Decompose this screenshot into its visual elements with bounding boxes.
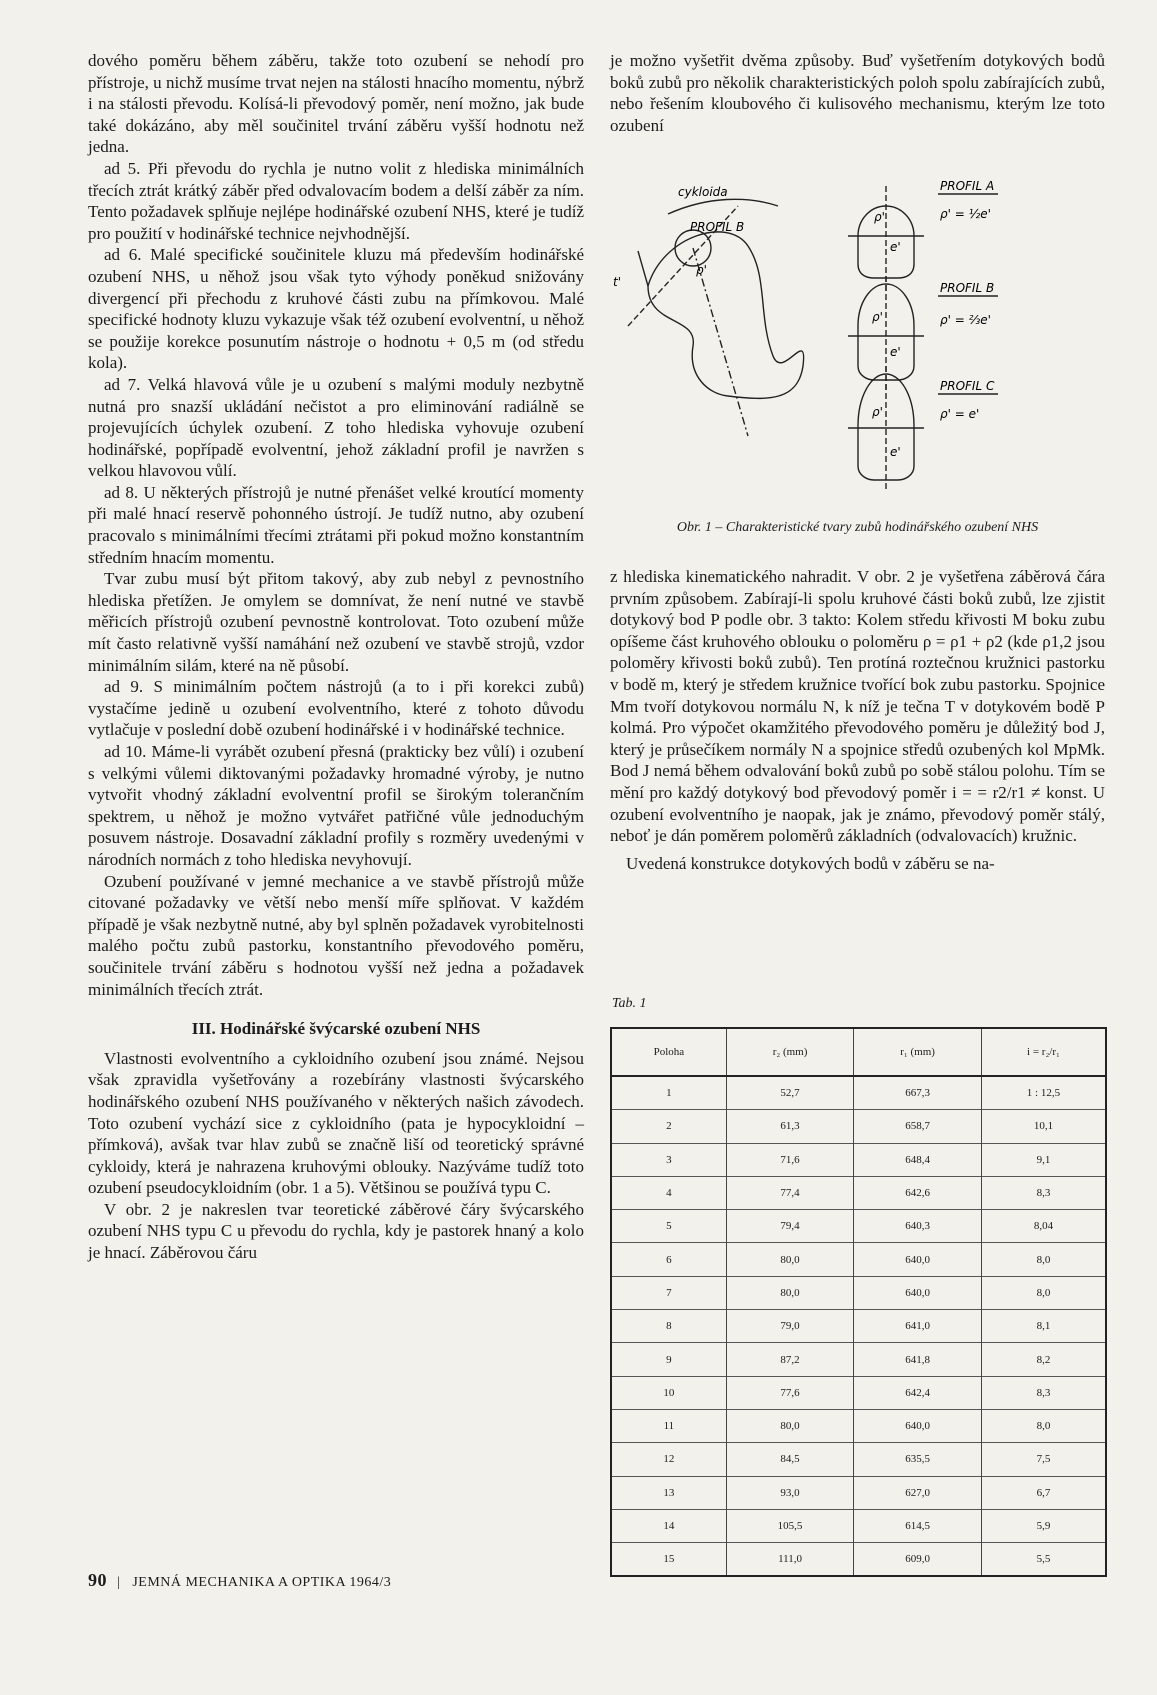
table-cell: 640,3 (854, 1210, 982, 1243)
table-cell: 6 (611, 1243, 726, 1276)
table-cell: 7 (611, 1276, 726, 1309)
table-row (611, 1243, 1106, 1276)
figure-caption: Obr. 1 – Charakteristické tvary zubů hodinářského ozubení NHS (676, 520, 1039, 535)
label-profil-a: PROFIL A (940, 179, 995, 193)
table-cell: 8,1 (981, 1310, 1106, 1343)
label-rho-left: ρ' (696, 263, 707, 277)
paragraph: ad 6. Malé specifické součinitele kluzu má především hodinářské ozubení NHS, u něhož jsou však tyto výhody poněkud snižovány divergencí při přechodu z kruhové části zubu na přímkovou. Malé specifické hodnoty kluzu vykazuje však též ozubení evolventní, u něhož se použije korekce posunutím nástroje o hodnotu + 0,5 m (od středu kola). (88, 245, 584, 373)
table-cell: 640,0 (854, 1276, 982, 1309)
table-cell: 87,2 (726, 1343, 854, 1376)
table-header-row (611, 1028, 1106, 1076)
paragraph: Tvar zubu musí být přitom takový, aby zub nebyl z pevnostního hlediska přetížen. Je omylem se domnívat, že není nutné ve stavbě měřicích přístrojů ozubení pevnostně kontrolovat. Toto ozubení může mít často relativně vyšší namáhání než ozubení ve stavbě strojů, vzdor minimálním silám, které na ně působí. (88, 569, 584, 675)
label-t: t' (613, 275, 622, 289)
table-cell: 8,2 (981, 1343, 1106, 1376)
table-cell: 9,1 (981, 1143, 1106, 1176)
label-profil-a-eq: ρ' = ½e' (940, 207, 991, 221)
footer-separator: | (117, 1575, 121, 1590)
table-cell: 77,6 (726, 1376, 854, 1409)
table-cell: 80,0 (726, 1409, 854, 1442)
table-cell: 8,04 (981, 1210, 1106, 1243)
table-row (611, 1376, 1106, 1409)
table-cell: 641,0 (854, 1310, 982, 1343)
table-cell: 79,0 (726, 1310, 854, 1343)
table-cell: 6,7 (981, 1476, 1106, 1509)
paragraph: Uvedená konstrukce dotykových bodů v záběru se na- (626, 853, 995, 873)
tooth-outline (648, 232, 804, 398)
table-cell: 61,3 (726, 1110, 854, 1143)
table-cell: 614,5 (854, 1509, 982, 1542)
table-cell: 79,4 (726, 1210, 854, 1243)
paragraph: ad 8. U některých přístrojů je nutné přenášet velké kroutící momenty při malé hnací reservě pohonného ústrojí. Je tudíž nutno, aby ozubení pracovalo s minimálními třecími ztrátami při pokud možno konstantním středním hnacím momentu. (88, 482, 584, 567)
table-row (611, 1543, 1106, 1577)
figure-tooth-profiles (608, 176, 1106, 528)
table-cell: 77,4 (726, 1176, 854, 1209)
table-cell: 105,5 (726, 1509, 854, 1542)
table-cell: 8,0 (981, 1276, 1106, 1309)
label-rho-a: ρ' (874, 210, 885, 224)
table-row (611, 1476, 1106, 1509)
label-profil-b-eq: ρ' = ⅔e' (940, 313, 991, 327)
table-row (611, 1110, 1106, 1143)
table-cell: 8 (611, 1310, 726, 1343)
table-row (611, 1310, 1106, 1343)
table-cell: 1 : 12,5 (981, 1076, 1106, 1110)
column-header: i = r₂/r₁ (981, 1028, 1106, 1076)
table-cell: 4 (611, 1176, 726, 1209)
paragraph: je možno vyšetřit dvěma způsoby. Buď vyšetřením dotykových bodů boků zubů pro několik charakteristických poloh spolu zabírajících zubů, nebo řešením kloubového či kulisového mechanismu, kterým lze toto ozubení (610, 51, 1105, 135)
page-footer (88, 1570, 391, 1591)
table-row (611, 1276, 1106, 1309)
paragraph: Ozubení používané v jemné mechanice a ve stavbě přístrojů může citované požadavky ve větší nebo menší míře splňovat. V každém případě je však nezbytně nutné, aby byl splněn požadavek vyrobitelnosti malého počtu zubů pastorku, konstantního převodového poměru, součinitele trvání záběru s hodnotou vyšší než jedna a požadavek minimálních třecích ztrát. (88, 871, 584, 999)
label-e-c: e' (890, 445, 901, 459)
table-row (611, 1176, 1106, 1209)
table-cell: 9 (611, 1343, 726, 1376)
column-header: r₁ (mm) (854, 1028, 982, 1076)
table-cell: 1 (611, 1076, 726, 1110)
table-cell: 10 (611, 1376, 726, 1409)
table-cell: 11 (611, 1409, 726, 1442)
label-profil-c-eq: ρ' = e' (940, 407, 980, 421)
table-cell: 648,4 (854, 1143, 982, 1176)
table-row (611, 1443, 1106, 1476)
paragraph: dového poměru během záběru, takže toto ozubení se nehodí pro přístroje, u nichž musíme trvat nejen na stálosti hnacího momentu, nýbrž i na stálosti převodu. Kolísá-li převodový poměr, není možno, jak bude také dokázáno, aby měl součinitel trvání záběru vyšší hodnotu než jedna. (88, 51, 584, 157)
column-header: Poloha (611, 1028, 726, 1076)
label-cykloida: cykloida (678, 185, 728, 199)
table-cell: 10,1 (981, 1110, 1106, 1143)
table-cell: 640,0 (854, 1243, 982, 1276)
label-rho-b: ρ' (872, 310, 883, 324)
table-cell: 71,6 (726, 1143, 854, 1176)
table-cell: 8,3 (981, 1376, 1106, 1409)
table-cell: 3 (611, 1143, 726, 1176)
table-cell: 5,5 (981, 1543, 1106, 1577)
table-row (611, 1343, 1106, 1376)
cycloid-curve (668, 199, 778, 214)
table-cell: 640,0 (854, 1409, 982, 1442)
table-cell: 13 (611, 1476, 726, 1509)
label-e-a: e' (890, 240, 901, 254)
table-cell: 7,5 (981, 1443, 1106, 1476)
label-profil-b-left: PROFIL B (690, 220, 745, 234)
right-column-lower (610, 566, 1105, 874)
table-cell: 641,8 (854, 1343, 982, 1376)
paragraph: Vlastnosti evolventního a cykloidního ozubení jsou známé. Nejsou však zpravidla vyšetřovány a rozebírány vlastnosti švýcarského hodinářského ozubení NHS používaného v některých našich závodech. Toto ozubení vychází sice z cykloidního (pata je hypocykloidní – přímková), avšak tvar hlav zubů se značně liší od teoretický správné cykloidy, která je nahrazena kruhovými oblouky. Nazýváme tudíž toto ozubení pseudocykloidním (obr. 1 a 5). Většinou se používá typu C. (88, 1048, 584, 1198)
label-profil-c: PROFIL C (940, 379, 995, 393)
table-cell: 14 (611, 1509, 726, 1542)
table-cell: 111,0 (726, 1543, 854, 1577)
table-cell: 80,0 (726, 1243, 854, 1276)
label-rho-c: ρ' (872, 405, 883, 419)
table-cell: 80,0 (726, 1276, 854, 1309)
table-cell: 609,0 (854, 1543, 982, 1577)
data-table (610, 1027, 1107, 1577)
page-number: 90 (88, 1570, 107, 1590)
column-header: r₂ (mm) (726, 1028, 854, 1076)
tooth-profile-drawing (608, 176, 1106, 528)
table-cell: 52,7 (726, 1076, 854, 1110)
label-profil-b: PROFIL B (940, 281, 995, 295)
left-column (88, 50, 584, 1264)
paragraph: ad 7. Velká hlavová vůle je u ozubení s malými moduly nezbytně nutná pro snazší ukládání nečistot a pro eliminování radiálně se projevujících úchylek ozubení. Z toho hlediska vyhovuje ozubení hodinářské, popřípadě evolventní, jehož základní profil je navržen s velkou hlavovou vůlí. (88, 374, 584, 481)
table-cell: 8,0 (981, 1409, 1106, 1442)
table-row (611, 1509, 1106, 1542)
table-cell: 5,9 (981, 1509, 1106, 1542)
table-cell: 5 (611, 1210, 726, 1243)
table-cell: 15 (611, 1543, 726, 1577)
table-cell: 627,0 (854, 1476, 982, 1509)
dimension-line (638, 251, 648, 286)
table-label: Tab. 1 (612, 996, 647, 1011)
table-cell: 2 (611, 1110, 726, 1143)
table-row (611, 1210, 1106, 1243)
table-cell: 642,4 (854, 1376, 982, 1409)
table-cell: 642,6 (854, 1176, 982, 1209)
table-row (611, 1076, 1106, 1110)
paragraph: ad 5. Při převodu do rychla je nutno volit z hlediska minimálních třecích ztrát krátký záběr před odvalovacím bodem a delší záběr za ním. Tento požadavek splňuje nejlépe hodinářské ozubení NHS, které je tudíž pro použití v hodinářské technice nejvhodnější. (88, 158, 584, 243)
table-cell: 12 (611, 1443, 726, 1476)
section-heading: III. Hodinářské švýcarské ozubení NHS (191, 1019, 481, 1039)
table-cell: 8,0 (981, 1243, 1106, 1276)
paragraph: z hlediska kinematického nahradit. V obr. 2 je vyšetřena záběrová čára prvním způsobem. Zabírají-li spolu kruhové části boků zubů, lze zjistit dotykový bod P podle obr. 3 takto: Kolem středu křivosti M boku zubu opíšeme část kruhového oblouku o poloměru ρ = ρ1 + ρ2 (kde ρ1,2 jsou poloměry křivosti boků zubů). Ten protíná roztečnou kružnici pastorku v bodě m, který je středem kružnice tvořící bok zubu pastorku. Spojnice Mm tvoří dotykovou normálu N, k níž je tečna T v dotykovém bodě P kolmá. Pro výpočet okamžitého převodového poměru je důležitý bod J, který je průsečíkem normály N a spojnice středů ozubených kol MpMk. Bod J nemá během odvalování boků zubů po sobě stálou polohu. Tím se mění pro každý dotykový bod převodový poměr i = = r2/r1 ≠ konst. U ozubení evolventního je naopak, jak je známo, převodový poměr stálý, neboť je dán poměrem poloměrů základních (odvalovacích) kružnic. (610, 567, 1105, 846)
table-cell: 667,3 (854, 1076, 982, 1110)
table-cell: 658,7 (854, 1110, 982, 1143)
journal-name: JEMNÁ MECHANIKA A OPTIKA 1964/3 (132, 1575, 392, 1590)
table-cell: 635,5 (854, 1443, 982, 1476)
table-cell: 8,3 (981, 1176, 1106, 1209)
paragraph: V obr. 2 je nakreslen tvar teoretické záběrové čáry švýcarského ozubení NHS typu C u převodu do rychla, kdy je pastorek hnaný a kolo je hnací. Záběrovou čáru (88, 1199, 584, 1263)
paragraph: ad 10. Máme-li vyrábět ozubení přesná (prakticky bez vůlí) i ozubení s velkými vůlemi diktovanými požadavky hromadné výroby, je nutno vytvořit vhodný základní evolventní profil se širokým tolerančním spektrem, u něhož je možno vytvářet patřičné vůle jednoduchým posuvem nástroje. Dosavadní základní profily s rozměry uvedenými v národních normách z toho hlediska nevyhovují. (88, 742, 584, 869)
table-cell: 84,5 (726, 1443, 854, 1476)
label-e-b: e' (890, 345, 901, 359)
table-body (611, 1076, 1106, 1576)
table-cell: 93,0 (726, 1476, 854, 1509)
paragraph: ad 9. S minimálním počtem nástrojů (a to i při korekci zubů) vystačíme jedině u ozubení evolventního, které z tohoto důvodu vytlačuje v poslední době ozubení hodinářské i v hodinářské technice. (88, 677, 584, 740)
table-row (611, 1409, 1106, 1442)
right-column-top (610, 50, 1105, 136)
table-row (611, 1143, 1106, 1176)
